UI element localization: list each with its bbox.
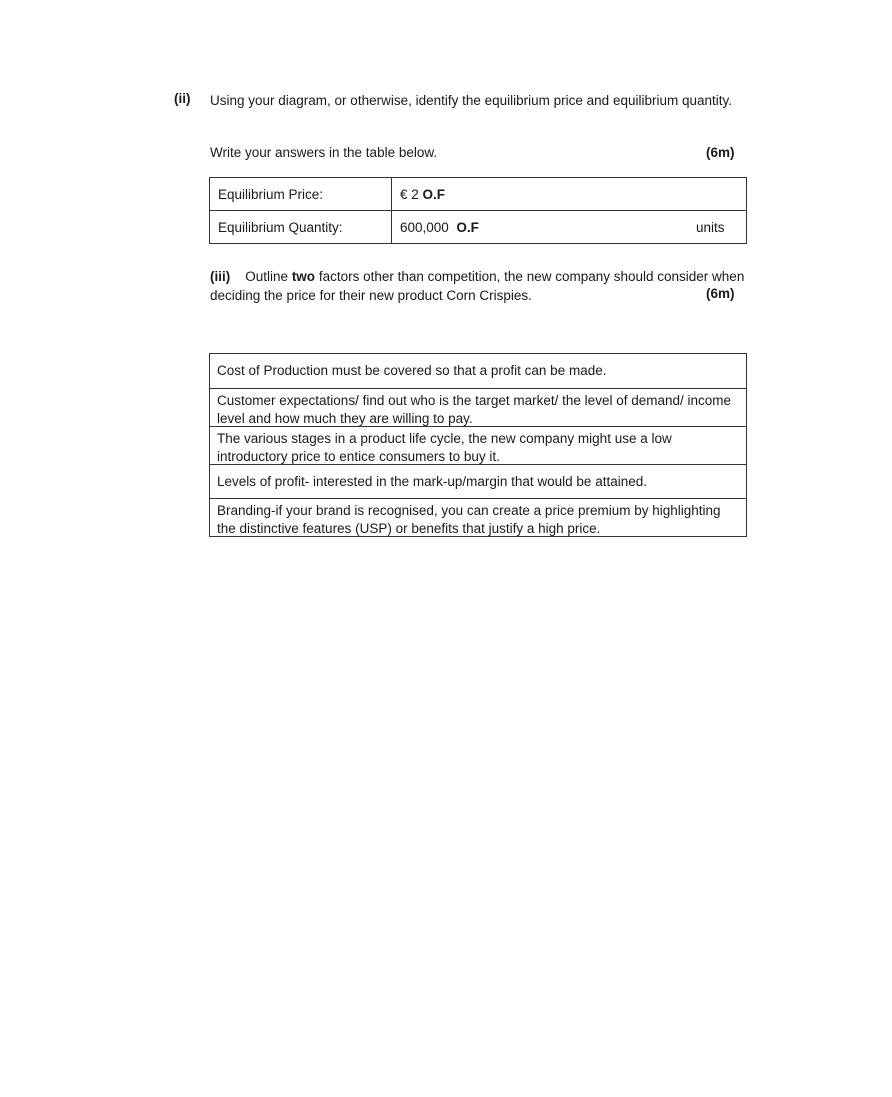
equilibrium-price-row bbox=[210, 178, 746, 211]
price-amount: € 2 bbox=[400, 187, 419, 202]
factor-row: Levels of profit- interested in the mark-up/margin that would be attained. bbox=[210, 464, 746, 498]
question-number-iii: (iii) bbox=[210, 269, 231, 284]
equilibrium-quantity-label: Equilibrium Quantity: bbox=[218, 220, 343, 235]
factor-row: Customer expectations/ find out who is the target market/ the level of demand/ income level and how much they are willing to pay. bbox=[210, 388, 746, 426]
factors-table bbox=[209, 353, 747, 537]
question-text-iii-start: Outline bbox=[245, 269, 289, 284]
quantity-amount: 600,000 bbox=[400, 220, 449, 235]
equilibrium-price-value bbox=[400, 187, 445, 202]
factor-row: Cost of Production must be covered so that a profit can be made. bbox=[217, 363, 607, 378]
equilibrium-quantity-row bbox=[210, 211, 746, 243]
question-text-iii-end: factors other than competition, the new company should consider when deciding the price for their new product Corn Crispies. bbox=[210, 269, 745, 303]
equilibrium-table bbox=[209, 177, 747, 244]
question-text-ii: Using your diagram, or otherwise, identify the equilibrium price and equilibrium quantity. bbox=[210, 93, 733, 108]
equilibrium-price-label: Equilibrium Price: bbox=[218, 187, 324, 202]
question-emphasis: two bbox=[291, 269, 316, 284]
quantity-note: O.F bbox=[456, 220, 479, 235]
price-note: O.F bbox=[422, 187, 446, 202]
factor-row: The various stages in a product life cycle, the new company might use a low introductory price to entice consumers to buy it. bbox=[210, 426, 746, 464]
equilibrium-quantity-value bbox=[400, 220, 479, 235]
quantity-unit: units bbox=[696, 220, 725, 235]
question-text-iii bbox=[210, 267, 750, 305]
marks-ii: (6m) bbox=[706, 145, 735, 160]
table-divider bbox=[391, 178, 392, 210]
question-number-ii: (ii) bbox=[174, 91, 191, 106]
table-divider bbox=[391, 211, 392, 243]
factor-row: Branding-if your brand is recognised, you can create a price premium by highlighting the distinctive features (USP) or benefits that justify a high price. bbox=[210, 498, 746, 536]
question-instruction: Write your answers in the table below. bbox=[210, 145, 438, 160]
marks-iii: (6m) bbox=[706, 286, 735, 301]
